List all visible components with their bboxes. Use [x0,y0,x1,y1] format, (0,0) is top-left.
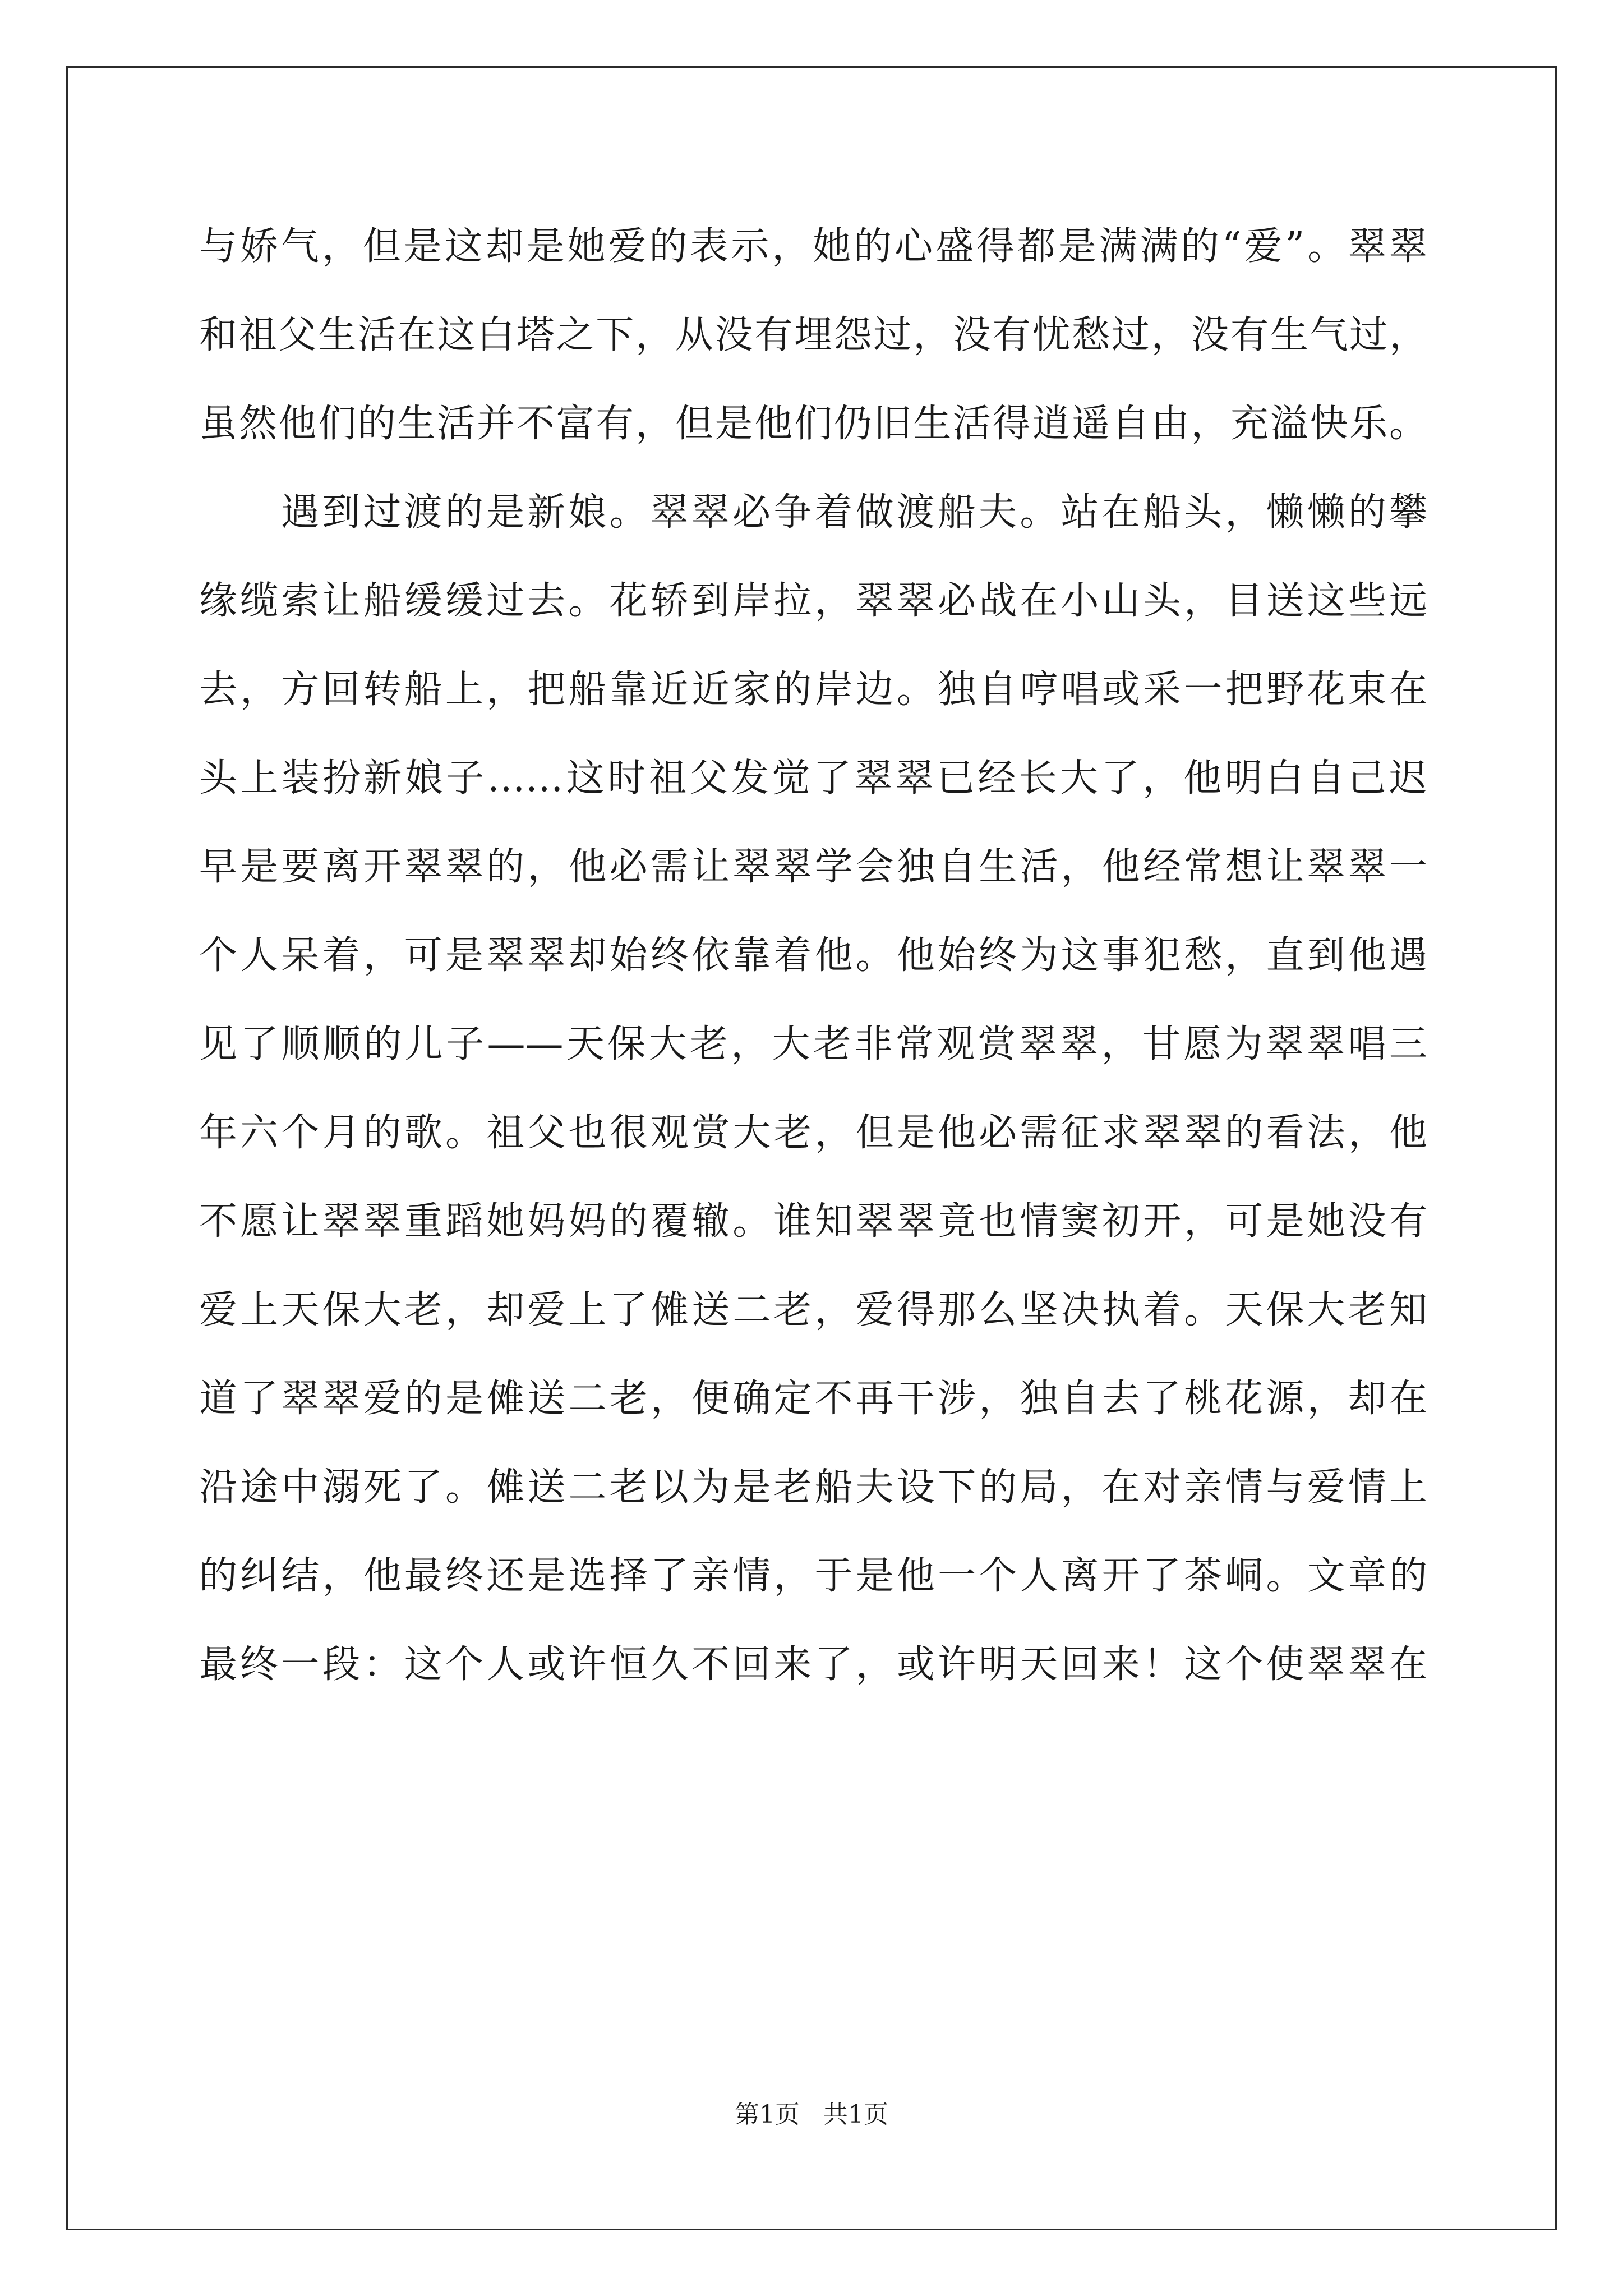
text-line-14: 道了翠翠爱的是傩送二老，便确定不再干涉，独自去了桃花源，却在 [199,1377,1427,1421]
text-line-12: 不愿让翠翠重蹈她妈妈的覆辙。谁知翠翠竟也情窦初开，可是她没有 [199,1199,1427,1244]
text-line-10: 见了顺顺的儿子——天保大老，大老非常观赏翠翠，甘愿为翠翠唱三 [199,1022,1427,1066]
text-line-13: 爱上天保大老，却爱上了傩送二老，爱得那么坚决执着。天保大老知 [199,1288,1427,1332]
text-line-8: 早是要离开翠翠的，他必需让翠翠学会独自生活，他经常想让翠翠一 [199,845,1427,889]
text-line-7: 头上装扮新娘子……这时祖父发觉了翠翠已经长大了，他明白自己迟 [199,756,1427,800]
text-line-11: 年六个月的歌。祖父也很观赏大老，但是他必需征求翠翠的看法，他 [199,1111,1427,1155]
text-line-17: 最终一段：这个人或许恒久不回来了，或许明天回来！这个使翠翠在 [199,1642,1427,1687]
text-line-1: 与娇气，但是这却是她爱的表示，她的心盛得都是满满的“爱”。翠翠 [199,224,1427,269]
text-line-4: 遇到过渡的是新娘。翠翠必争着做渡船夫。站在船头，懒懒的攀 [281,490,1427,535]
text-line-16: 的纠结，他最终还是选择了亲情，于是他一个人离开了茶峒。文章的 [199,1554,1427,1598]
body-text [199,213,1427,1720]
text-line-6: 去，方回转船上，把船靠近近家的岸边。独自哼唱或采一把野花束在 [199,668,1427,712]
text-line-5: 缘缆索让船缓缓过去。花轿到岸拉，翠翠必战在小山头，目送这些远 [199,579,1427,623]
text-line-15: 沿途中溺死了。傩送二老以为是老船夫设下的局，在对亲情与爱情上 [199,1465,1427,1510]
page-number-footer: 第1页 共1页 [735,2100,888,2129]
text-line-2: 和祖父生活在这白塔之下，从没有埋怨过，没有忧愁过，没有生气过， [199,313,1427,357]
text-line-3: 虽然他们的生活并不富有，但是他们仍旧生活得逍遥自由，充溢快乐。 [199,402,1427,446]
text-line-9: 个人呆着，可是翠翠却始终依靠着他。他始终为这事犯愁，直到他遇 [199,933,1427,978]
